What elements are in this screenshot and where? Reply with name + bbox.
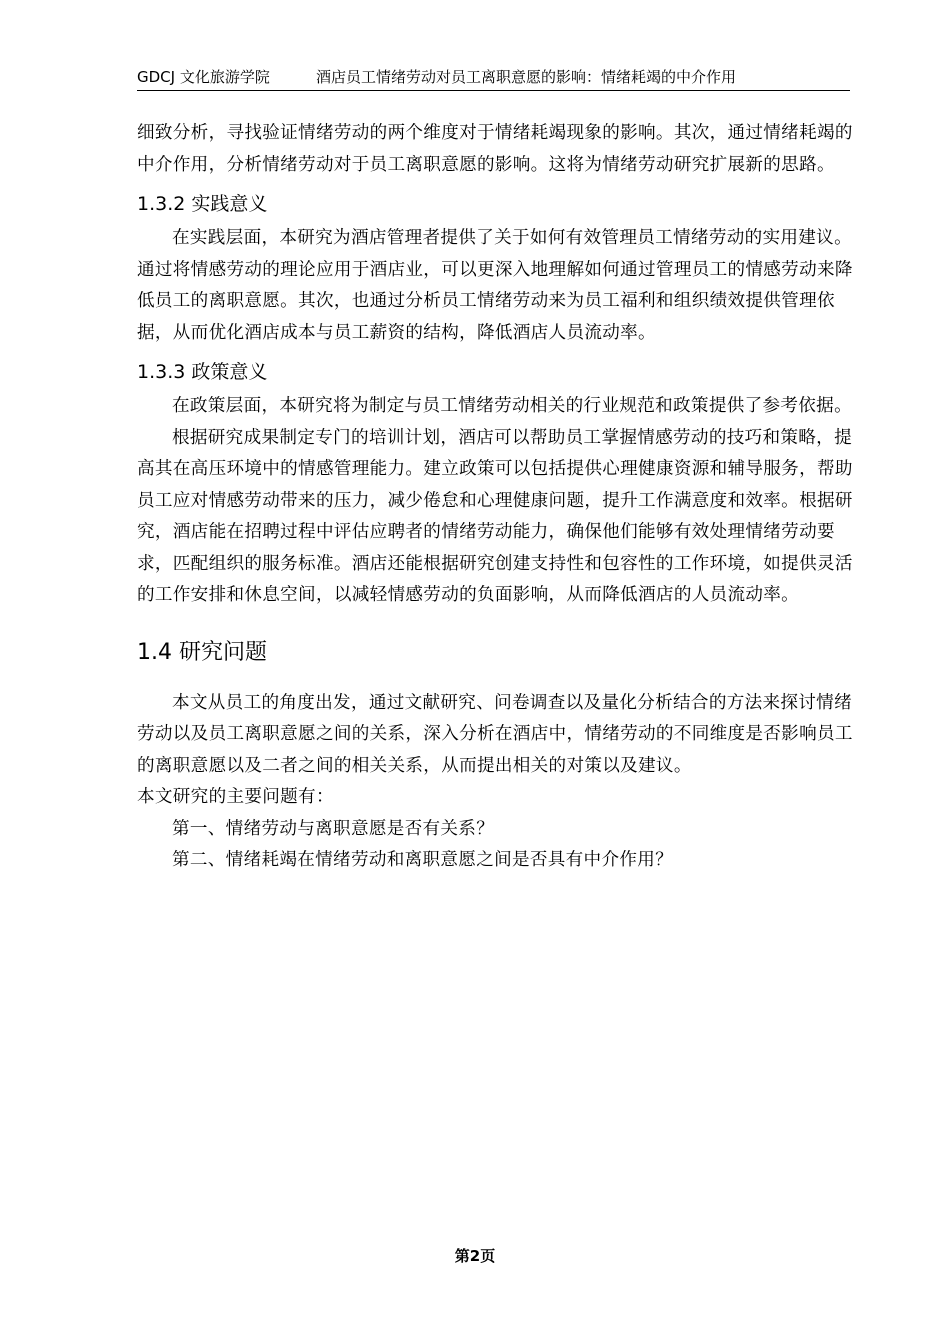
page-number: 第2页 xyxy=(454,1247,496,1265)
paragraph-practical-significance: 在实践层面，本研究为酒店管理者提供了关于如何有效管理员工情绪劳动的实用建议。通过将情感劳动的理论应用于酒店业，可以更深入地理解如何通过管理员工的情感劳动来降低员工的离职意愿。其次，也通过分析员工情绪劳动来为员工福利和组织绩效提供管理依据，从而优化酒店成本与员工薪资的结构，降低酒店人员流动率。 xyxy=(137,228,853,343)
document-body xyxy=(137,118,853,877)
page-header xyxy=(137,66,850,91)
paragraph-policy-significance-2: 根据研究成果制定专门的培训计划，酒店可以帮助员工掌握情感劳动的技巧和策略，提高其在高压环境中的情感管理能力。建立政策可以包括提供心理健康资源和辅导服务，帮助员工应对情感劳动带来的压力，减少倦怠和心理健康问题，提升工作满意度和效率。根据研究，酒店能在招聘过程中评估应聘者的情绪劳动能力，确保他们能够有效处理情绪劳动要求，匹配组织的服务标准。酒店还能根据研究创建支持性和包容性的工作环境，如提供灵活的工作安排和休息空间，以减轻情感劳动的负面影响，从而降低酒店的人员流动率。 xyxy=(137,427,853,605)
section-heading-1-3-2: 1.3.2 实践意义 xyxy=(137,193,268,215)
section-heading-1-4: 1.4 研究问题 xyxy=(137,639,267,665)
paragraph-main-questions-lead: 本文研究的主要问题有： xyxy=(137,787,334,807)
research-question-1: 第一、情绪劳动与离职意愿是否有关系？ xyxy=(172,818,495,839)
research-question-2: 第二、情绪耗竭在情绪劳动和离职意愿之间是否具有中介作用？ xyxy=(172,850,674,870)
paragraph-policy-significance-1: 在政策层面，本研究将为制定与员工情绪劳动相关的行业规范和政策提供了参考依据。 xyxy=(172,396,852,416)
header-institution: GDCJ 文化旅游学院 xyxy=(137,68,270,86)
paragraph-continued: 细致分析，寻找验证情绪劳动的两个维度对于情绪耗竭现象的影响。其次，通过情绪耗竭的中介作用，分析情绪劳动对于员工离职意愿的影响。这将为情绪劳动研究扩展新的思路。 xyxy=(137,123,853,175)
header-thesis-title: 酒店员工情绪劳动对员工离职意愿的影响：情绪耗竭的中介作用 xyxy=(316,68,737,86)
paragraph-research-questions-intro: 本文从员工的角度出发，通过文献研究、问卷调查以及量化分析结合的方法来探讨情绪劳动以及员工离职意愿之间的关系，深入分析在酒店中，情绪劳动的不同维度是否影响员工的离职意愿以及二者之间的相关关系，从而提出相关的对策以及建议。 xyxy=(137,692,853,776)
section-heading-1-3-3: 1.3.3 政策意义 xyxy=(137,361,268,383)
